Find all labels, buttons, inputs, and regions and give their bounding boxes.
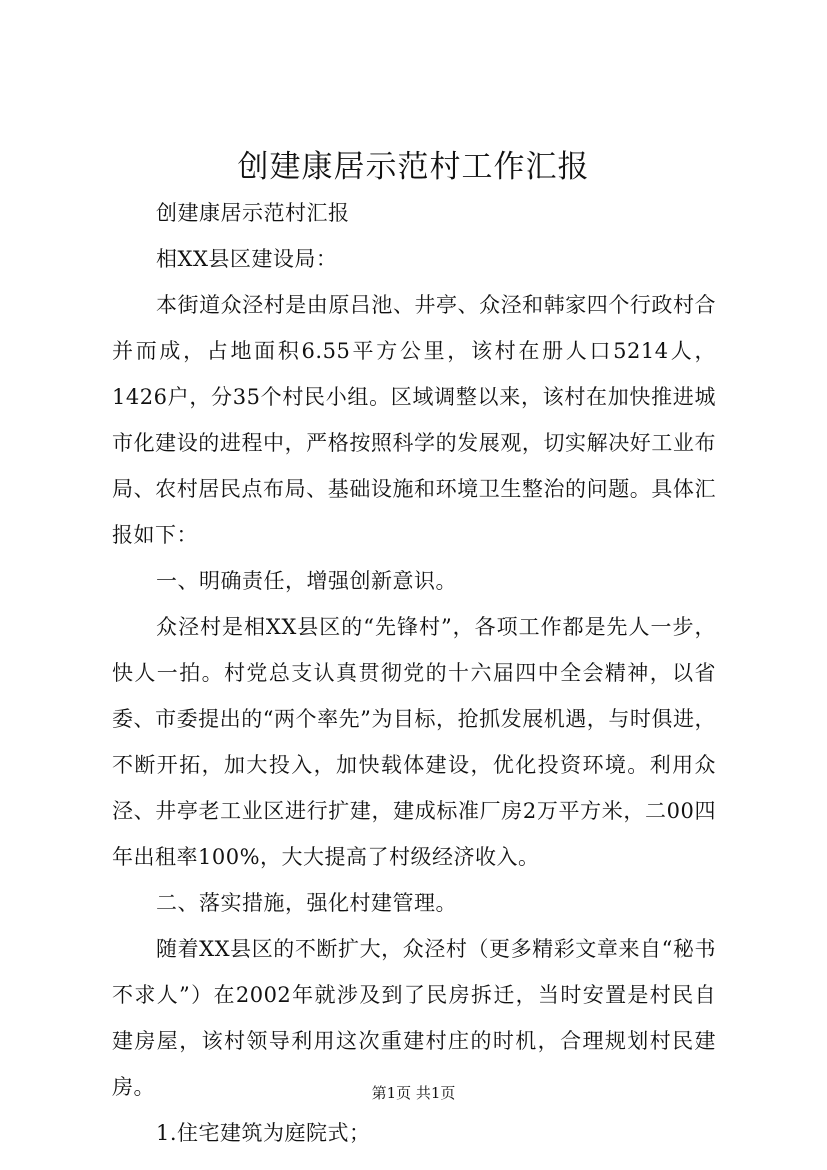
list-item-1: 1.住宅建筑为庭院式；: [156, 1121, 371, 1145]
paragraph-subtitle: 创建康居示范村汇报: [156, 201, 350, 225]
section-heading-2: 二、落实措施，强化村建管理。: [156, 891, 457, 915]
page-footer: 第1页 共1页: [371, 1084, 456, 1102]
paragraph-salutation: 相XX县区建设局：: [156, 247, 338, 271]
paragraph-intro: 本街道众泾村是由原吕池、井亭、众泾和韩家四个行政村合并而成，占地面积6.55平方公里，该村在册人口5214人，1426户，分35个村民小组。区域调整以来，该村在加快推进城市化建设的进程中，严格按照科学的发展观，切实解决好工业布局、农村居民点布局、基础设施和环境卫生整治的问题。具体汇报如下：: [112, 293, 716, 547]
paragraph-section-2: 随着XX县区的不断扩大，众泾村（更多精彩文章来自“秘书不求人”）在2002年就涉及到了民房拆迁，当时安置是村民自建房屋，该村领导利用这次重建村庄的时机，合理规划村民建房。: [112, 937, 716, 1099]
document-body: [112, 190, 716, 1156]
document-title: 创建康居示范村工作汇报: [237, 149, 590, 185]
paragraph-section-1: 众泾村是相XX县区的“先锋村”，各项工作都是先人一步，快人一拍。村党总支认真贯彻党的十六届四中全会精神，以省委、市委提出的“两个率先”为目标，抢抓发展机遇，与时俱进，不断开拓，加大投入，加快载体建设，优化投资环境。利用众泾、井亭老工业区进行扩建，建成标准厂房2万平方米，二00四年出租率100%，大大提高了村级经济收入。: [112, 615, 716, 869]
section-heading-1: 一、明确责任，增强创新意识。: [156, 569, 457, 593]
